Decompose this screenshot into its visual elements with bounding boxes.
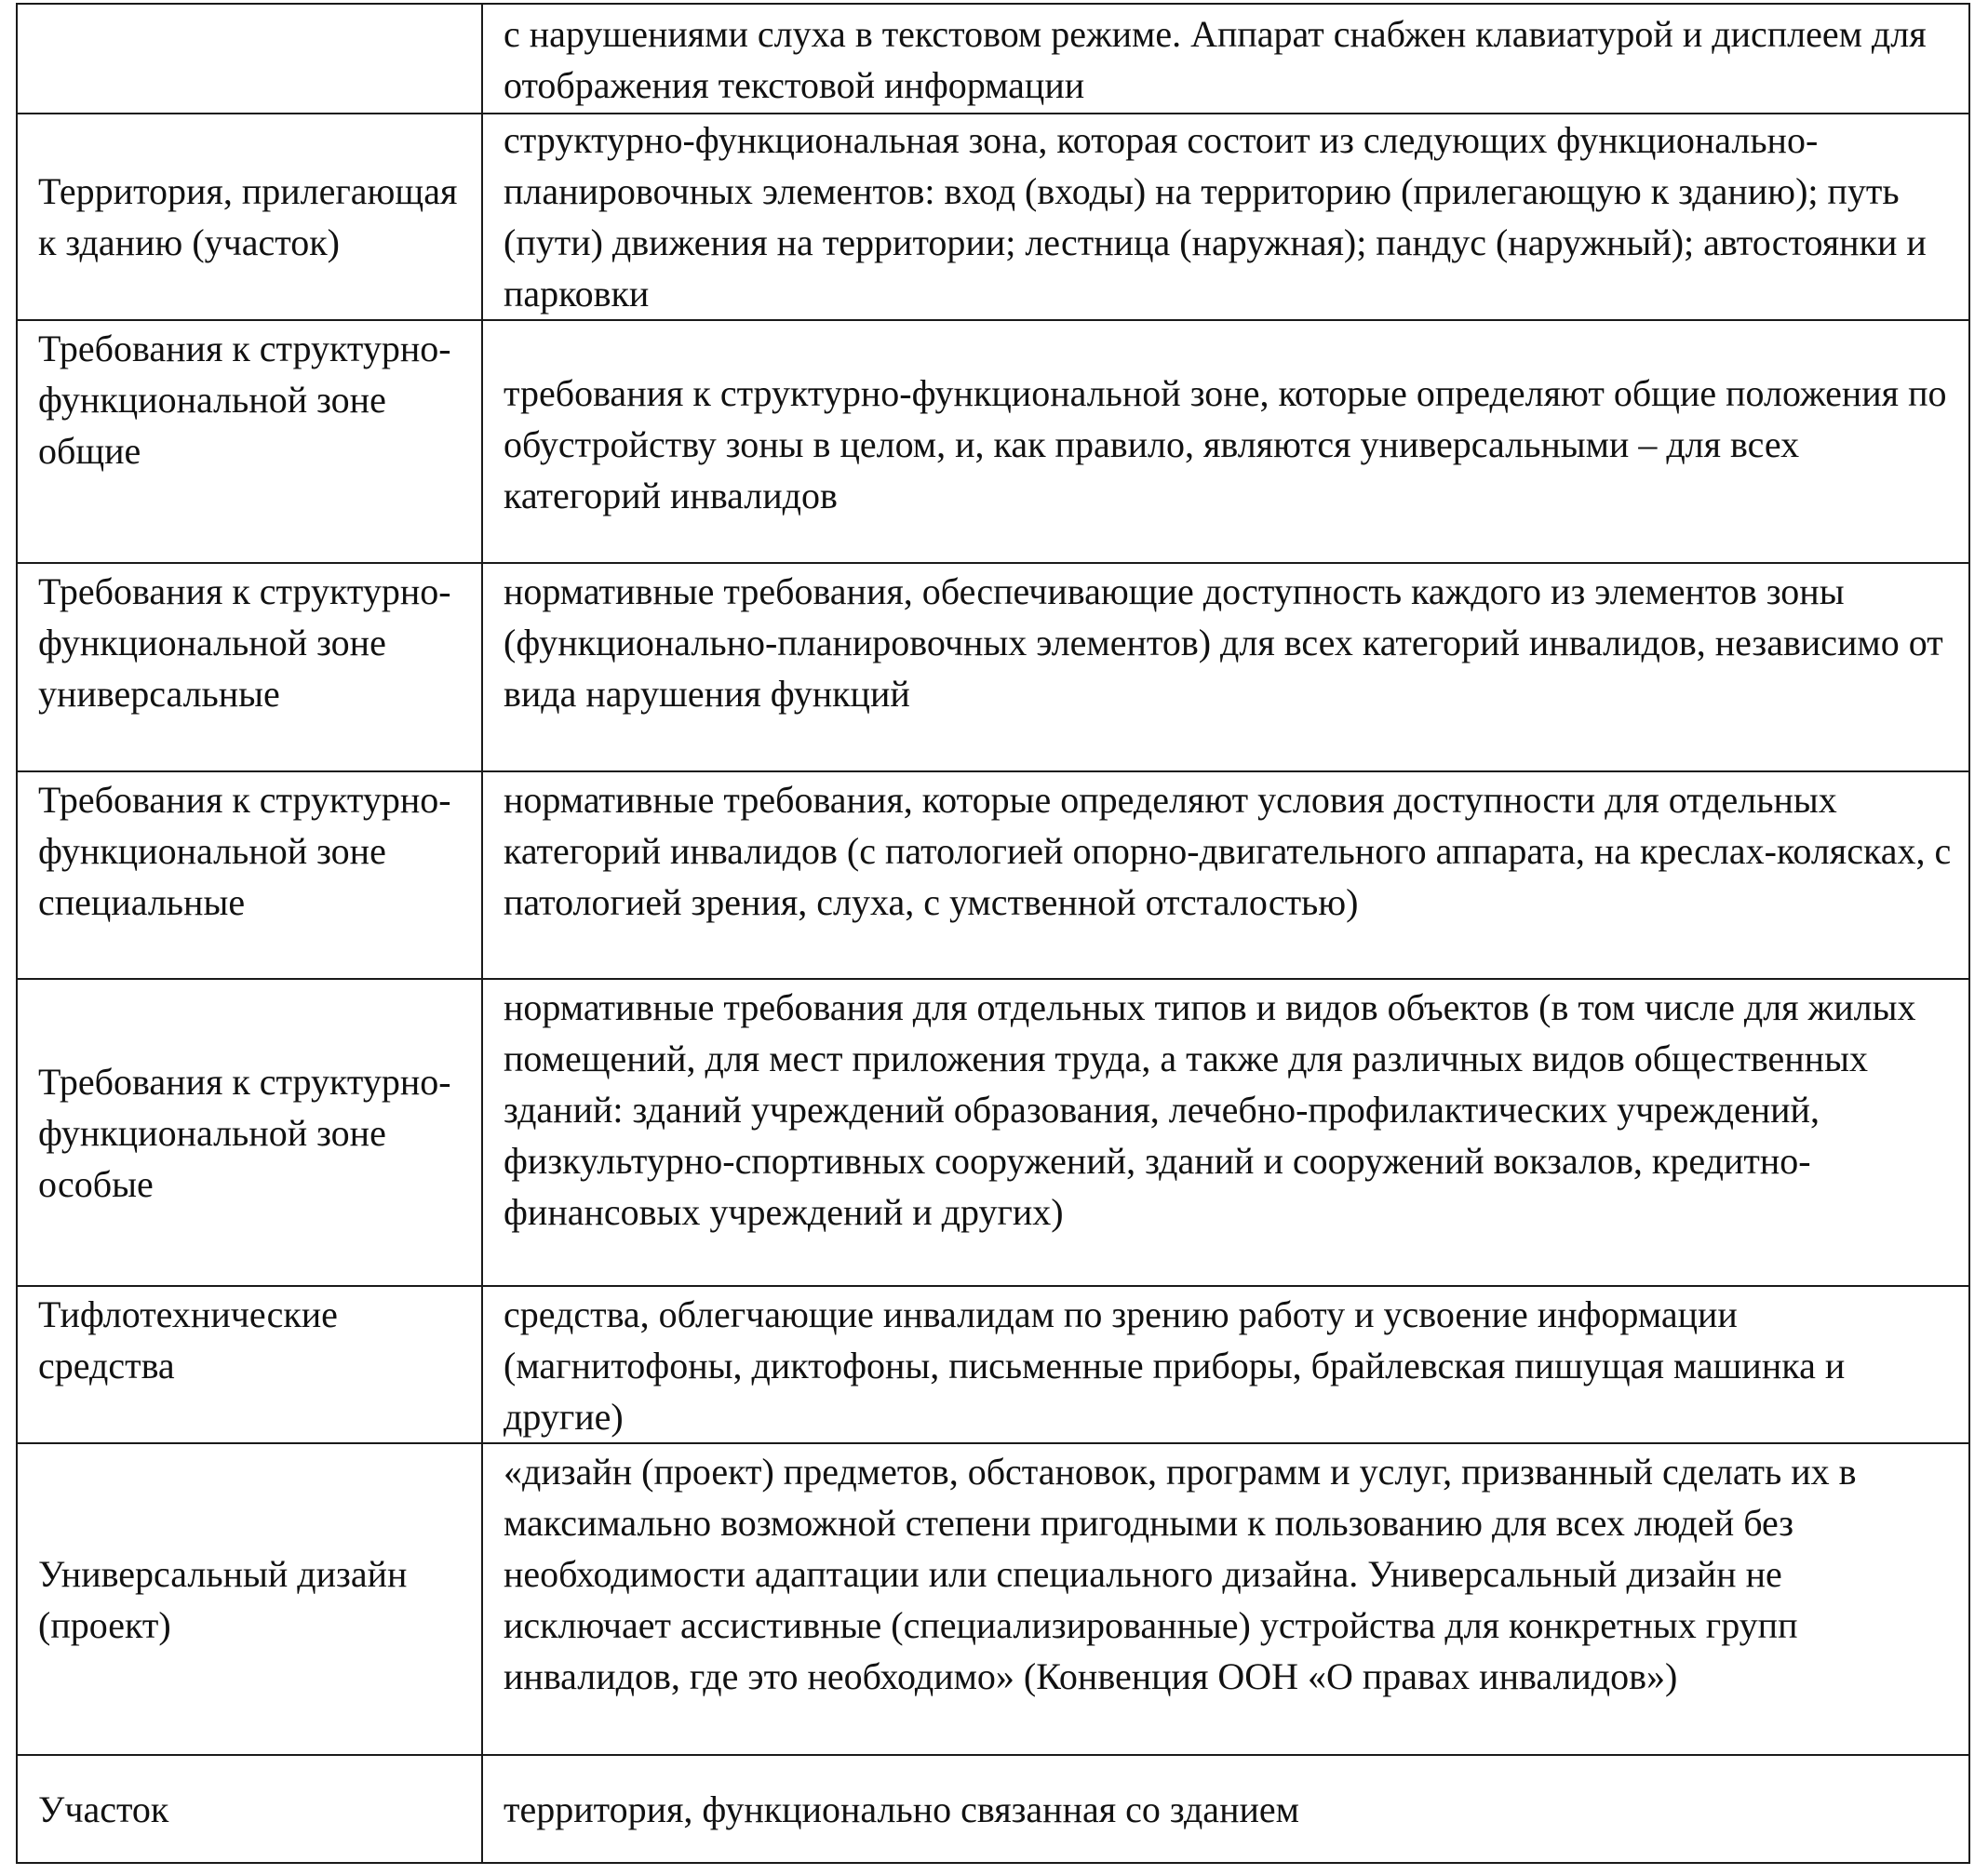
definition-cell: [482, 771, 1969, 979]
table-row: [17, 979, 1969, 1286]
term-cell: [17, 114, 482, 320]
term-cell: [17, 320, 482, 563]
definition-text: нормативные требования, обеспечивающие доступность каждого из элементов зоны (функционально-планировочных элементов) для всех категорий инвалидов, независимо от вида нарушения функций: [504, 570, 1943, 715]
term-text: Требования к структурно-функциональной зоне особые: [38, 1060, 451, 1205]
table-row: [17, 4, 1969, 114]
definition-text: «дизайн (проект) предметов, обстановок, программ и услуг, призванный сделать их в максимально возможной степени пригодными к пользованию для всех людей без необходимости адаптации или специального дизайна. Универсальный дизайн не исключает ассистивные (специализированные) устройства для конкретных групп инвалидов, где это необходимо» (Конвенция ООН «О правах инвалидов»): [504, 1451, 1857, 1697]
term-text: Требования к структурно-функциональной зоне универсальные: [38, 570, 451, 715]
term-text: Тифлотехнические средства: [38, 1293, 338, 1386]
definition-text: средства, облегчающие инвалидам по зрению работу и усвоение информации (магнитофоны, диктофоны, письменные приборы, брайлевская пишущая машинка и другие): [504, 1293, 1846, 1438]
definition-text: нормативные требования для отдельных типов и видов объектов (в том числе для жилых помещений, для мест приложения труда, а также для различных видов общественных зданий: зданий учреждений образования, лечебно-профилактических учреждений, физкультурно-спортивных сооружений, зданий и сооружений вокзалов, кредитно-финансовых учреждений и других): [504, 986, 1916, 1233]
definition-cell: [482, 1755, 1969, 1863]
definition-cell: [482, 4, 1969, 114]
definition-cell: [482, 114, 1969, 320]
term-text: Универсальный дизайн (проект): [38, 1552, 408, 1646]
definition-cell: [482, 1286, 1969, 1443]
term-cell: [17, 771, 482, 979]
definition-text: нормативные требования, которые определяют условия доступности для отдельных категорий инвалидов (с патологией опорно-двигательного аппарата, на креслах-колясках, с патологией зрения, слуха, с умственной отсталостью): [504, 779, 1952, 923]
definition-text: территория, функционально связанная со зданием: [504, 1788, 1299, 1830]
definition-cell: [482, 563, 1969, 771]
definition-text: требования к структурно-функциональной зоне, которые определяют общие положения по обустройству зоны в целом, и, как правило, являются универсальными – для всех категорий инвалидов: [504, 372, 1947, 516]
term-cell: [17, 1755, 482, 1863]
term-text: Территория, прилегающая к зданию (участок): [38, 170, 458, 263]
table-row: [17, 1755, 1969, 1863]
term-text: Требования к структурно-функциональной зоне специальные: [38, 779, 451, 923]
term-cell: [17, 4, 482, 114]
table-row: [17, 114, 1969, 320]
definitions-table: [16, 3, 1970, 1864]
term-cell: [17, 979, 482, 1286]
table-row: [17, 1443, 1969, 1755]
term-cell: [17, 563, 482, 771]
term-cell: [17, 1443, 482, 1755]
table-row: [17, 320, 1969, 563]
term-text: Требования к структурно-функциональной зоне общие: [38, 328, 451, 472]
definition-text: с нарушениями слуха в текстовом режиме. Аппарат снабжен клавиатурой и дисплеем для отображения текстовой информации: [504, 13, 1927, 106]
table-row: [17, 563, 1969, 771]
definition-cell: [482, 979, 1969, 1286]
term-cell: [17, 1286, 482, 1443]
term-text: Участок: [38, 1788, 169, 1830]
table-row: [17, 771, 1969, 979]
definition-text: структурно-функциональная зона, которая состоит из следующих функционально-планировочных элементов: вход (входы) на территорию (прилегающую к зданию); путь (пути) движения на территории; лестница (наружная); пандус (наружный); автостоянки и парковки: [504, 119, 1927, 315]
definition-cell: [482, 320, 1969, 563]
definition-cell: [482, 1443, 1969, 1755]
table-row: [17, 1286, 1969, 1443]
